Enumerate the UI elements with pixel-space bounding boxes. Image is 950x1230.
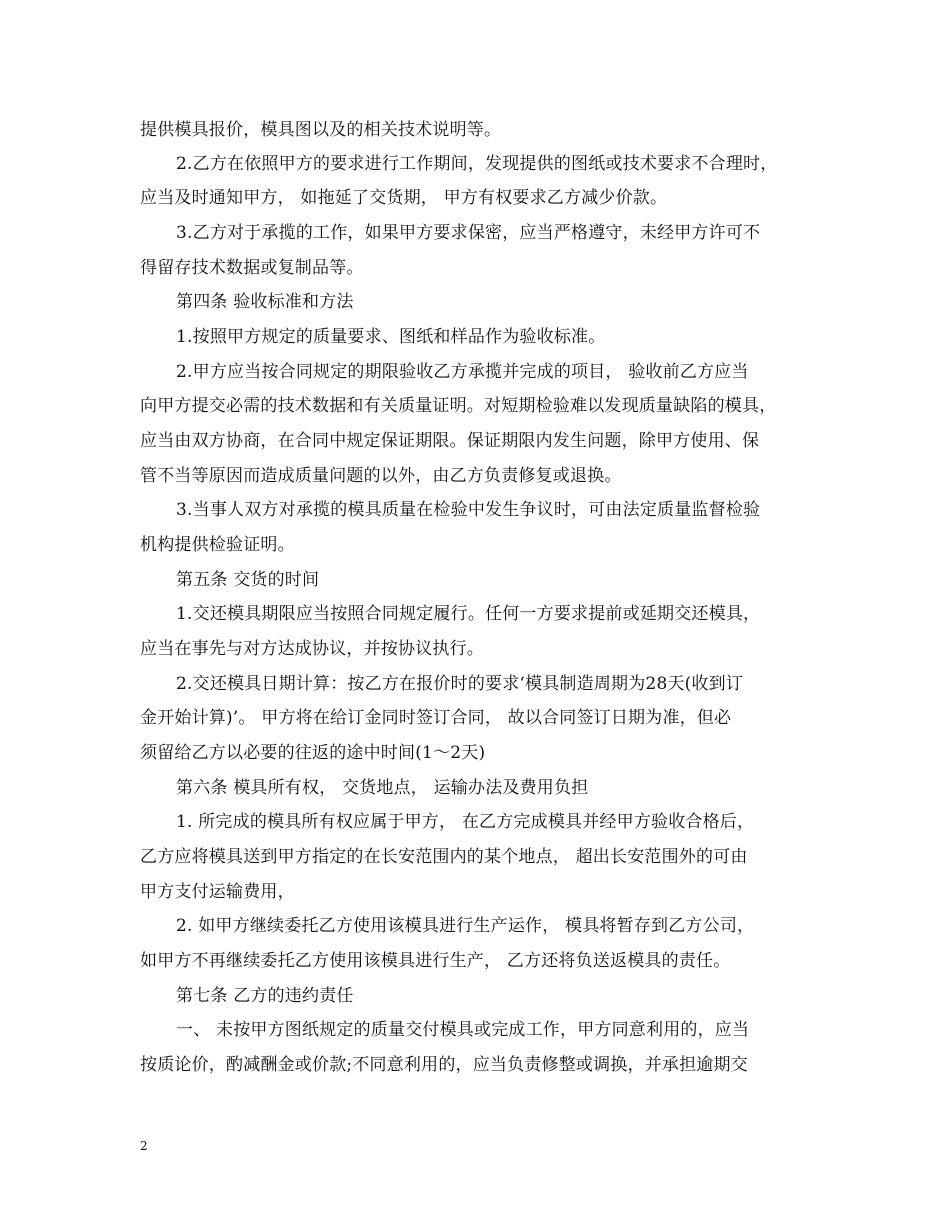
text-line: 管不当等原因而造成质量问题的以外，由乙方负责修复或退换。 xyxy=(140,466,622,486)
text-line: 3.当事人双方对承揽的模具质量在检验中发生争议时，可由法定质量监督检验 xyxy=(176,500,761,520)
text-line: 2.甲方应当按合同规定的期限验收乙方承揽并完成的项目， 验收前乙方应当 xyxy=(176,362,749,382)
text-line: 按质论价，酌减酬金或价款;不同意利用的，应当负责修整或调换，并承担逾期交 xyxy=(140,1055,748,1075)
text-line: 提供模具报价，模具图以及的相关技术说明等。 xyxy=(140,120,502,140)
page-number: 2 xyxy=(140,1139,148,1153)
text-line: 如甲方不再继续委托乙方使用该模具进行生产， 乙方还将负送返模具的责任。 xyxy=(140,951,731,971)
text-line: 3.乙方对于承揽的工作，如果甲方要求保密，应当严格遵守，未经甲方许可不 xyxy=(176,223,761,243)
text-line: 1.按照甲方规定的质量要求、图纸和样品作为验收标准。 xyxy=(176,327,606,347)
text-line: 金开始计算)’。 甲方将在给订金同时签订合同， 故以合同签订日期为准，但必 xyxy=(140,708,732,728)
text-line: 2. 如甲方继续委托乙方使用该模具进行生产运作， 模具将暂存到乙方公司， xyxy=(176,916,755,936)
text-line: 2.乙方在依照甲方的要求进行工作期间，发现提供的图纸或技术要求不合理时， xyxy=(176,154,778,174)
text-line: 得留存技术数据或复制品等。 xyxy=(140,258,364,278)
section-heading: 第四条 验收标准和方法 xyxy=(176,292,354,312)
text-line: 1.交还模具期限应当按照合同规定履行。任何一方要求提前或延期交还模具， xyxy=(176,604,761,624)
section-heading: 第五条 交货的时间 xyxy=(176,570,320,590)
text-line: 向甲方提交必需的技术数据和有关质量证明。对短期检验难以发现质量缺陷的模具， xyxy=(140,396,777,416)
section-heading: 第六条 模具所有权， 交货地点， 运输办法及费用负担 xyxy=(176,778,589,798)
text-line: 一、 未按甲方图纸规定的质量交付模具或完成工作，甲方同意利用的，应当 xyxy=(176,1020,750,1040)
text-line: 应当及时通知甲方， 如拖延了交货期， 甲方有权要求乙方减少价款。 xyxy=(140,188,668,208)
text-line: 应当在事先与对方达成协议，并按协议执行。 xyxy=(140,639,484,659)
text-line: 1. 所完成的模具所有权应属于甲方， 在乙方完成模具并经甲方验收合格后， xyxy=(176,812,755,832)
text-line: 应当由双方协商，在合同中规定保证期限。保证期限内发生问题，除甲方使用、保 xyxy=(140,431,760,451)
text-line: 2.交还模具日期计算：按乙方在报价时的要求‘模具制造周期为28天(收到订 xyxy=(176,674,744,694)
text-line: 须留给乙方以必要的往返的途中时间(1～2天) xyxy=(140,743,486,763)
text-line: 乙方应将模具送到甲方指定的在长安范围内的某个地点， 超出长安范围外的可由 xyxy=(140,847,748,867)
text-line: 甲方支付运输费用， xyxy=(140,882,295,902)
text-line: 机构提供检验证明。 xyxy=(140,535,295,555)
section-heading: 第七条 乙方的违约责任 xyxy=(176,986,354,1006)
